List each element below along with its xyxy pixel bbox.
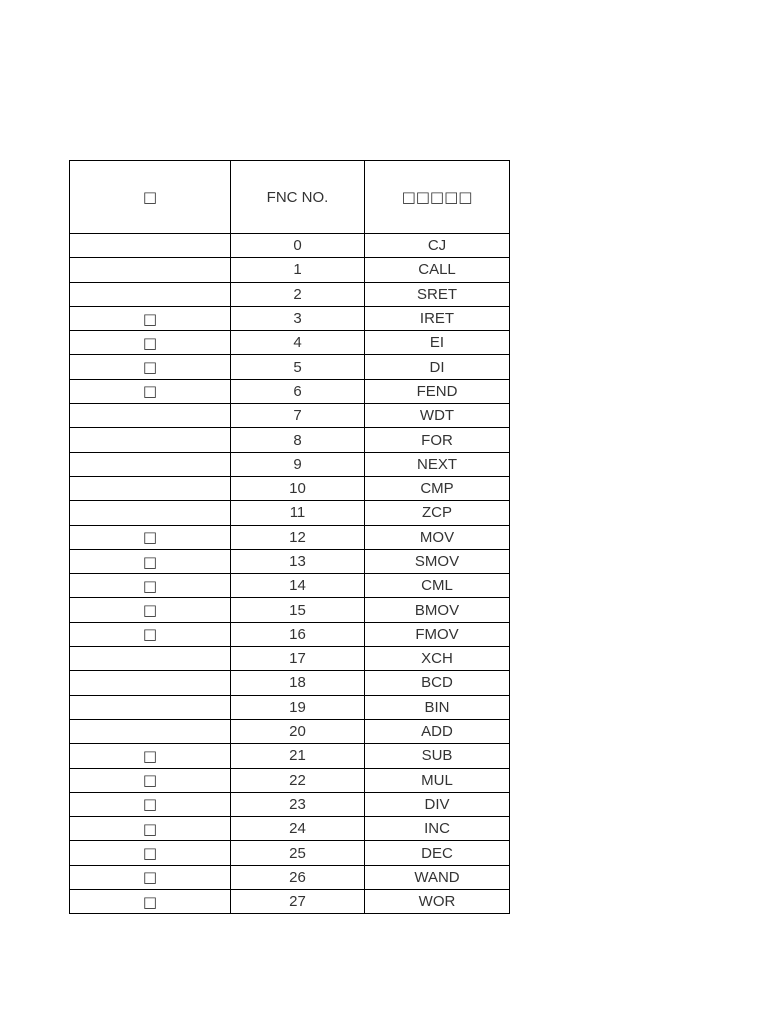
cell-category [70,234,231,258]
table-body [70,234,510,914]
cell-category: □ [70,890,231,914]
cell-category: □ [70,841,231,865]
table-row [70,671,510,695]
cell-instruction: WDT [365,404,510,428]
cell-category: □ [70,622,231,646]
cell-category: □ [70,379,231,403]
table-row [70,549,510,573]
cell-fnc-no: 4 [231,331,365,355]
cell-instruction: CMP [365,476,510,500]
table-row [70,744,510,768]
cell-instruction: XCH [365,647,510,671]
cell-instruction: EI [365,331,510,355]
cell-fnc-no: 19 [231,695,365,719]
table-row [70,817,510,841]
cell-instruction: BCD [365,671,510,695]
table-row [70,452,510,476]
cell-fnc-no: 20 [231,719,365,743]
cell-instruction: BMOV [365,598,510,622]
cell-category: □ [70,306,231,330]
table-row [70,647,510,671]
cell-fnc-no: 5 [231,355,365,379]
table-row [70,622,510,646]
cell-instruction: DEC [365,841,510,865]
header-category: □ [70,161,231,234]
cell-category [70,647,231,671]
cell-category: □ [70,817,231,841]
cell-category: □ [70,574,231,598]
cell-instruction: WAND [365,865,510,889]
cell-category [70,258,231,282]
cell-fnc-no: 21 [231,744,365,768]
cell-fnc-no: 0 [231,234,365,258]
table-row [70,428,510,452]
table-row [70,841,510,865]
cell-fnc-no: 22 [231,768,365,792]
cell-category [70,282,231,306]
table-row [70,890,510,914]
table-row [70,865,510,889]
cell-category [70,501,231,525]
cell-category [70,476,231,500]
cell-instruction: ADD [365,719,510,743]
table-row [70,768,510,792]
cell-instruction: ZCP [365,501,510,525]
cell-instruction: SRET [365,282,510,306]
cell-instruction: DIV [365,792,510,816]
table-row [70,331,510,355]
cell-fnc-no: 8 [231,428,365,452]
table-row [70,282,510,306]
table-row [70,306,510,330]
table-row [70,792,510,816]
table-row [70,501,510,525]
cell-fnc-no: 7 [231,404,365,428]
cell-fnc-no: 2 [231,282,365,306]
cell-fnc-no: 13 [231,549,365,573]
cell-fnc-no: 26 [231,865,365,889]
table-row [70,574,510,598]
cell-category [70,452,231,476]
cell-fnc-no: 10 [231,476,365,500]
cell-fnc-no: 23 [231,792,365,816]
fnc-table [69,160,510,914]
cell-fnc-no: 1 [231,258,365,282]
cell-instruction: INC [365,817,510,841]
cell-category [70,404,231,428]
cell-category: □ [70,525,231,549]
cell-instruction: CALL [365,258,510,282]
cell-fnc-no: 15 [231,598,365,622]
table-row [70,379,510,403]
cell-category: □ [70,792,231,816]
cell-category: □ [70,331,231,355]
cell-fnc-no: 27 [231,890,365,914]
cell-fnc-no: 11 [231,501,365,525]
cell-category: □ [70,549,231,573]
table-row [70,525,510,549]
cell-fnc-no: 9 [231,452,365,476]
table-row [70,404,510,428]
table-row [70,695,510,719]
cell-fnc-no: 14 [231,574,365,598]
cell-fnc-no: 18 [231,671,365,695]
cell-fnc-no: 24 [231,817,365,841]
cell-instruction: CML [365,574,510,598]
cell-fnc-no: 3 [231,306,365,330]
cell-instruction: IRET [365,306,510,330]
cell-fnc-no: 12 [231,525,365,549]
cell-instruction: BIN [365,695,510,719]
cell-category [70,428,231,452]
cell-instruction: WOR [365,890,510,914]
table-header-row [70,161,510,234]
cell-instruction: MUL [365,768,510,792]
cell-category [70,719,231,743]
table-row [70,355,510,379]
cell-category: □ [70,598,231,622]
cell-category: □ [70,865,231,889]
cell-instruction: SUB [365,744,510,768]
cell-category [70,671,231,695]
cell-category [70,695,231,719]
cell-instruction: CJ [365,234,510,258]
cell-fnc-no: 16 [231,622,365,646]
cell-instruction: FEND [365,379,510,403]
table-row [70,719,510,743]
cell-category: □ [70,768,231,792]
cell-category: □ [70,744,231,768]
header-fnc-no: FNC NO. [231,161,365,234]
document-sheet [69,160,509,914]
table-row [70,234,510,258]
cell-instruction: SMOV [365,549,510,573]
cell-instruction: FOR [365,428,510,452]
cell-fnc-no: 17 [231,647,365,671]
cell-instruction: DI [365,355,510,379]
cell-category: □ [70,355,231,379]
cell-instruction: MOV [365,525,510,549]
header-instruction: □□□□□ [365,161,510,234]
table-row [70,258,510,282]
cell-fnc-no: 25 [231,841,365,865]
cell-instruction: NEXT [365,452,510,476]
cell-fnc-no: 6 [231,379,365,403]
table-row [70,476,510,500]
cell-instruction: FMOV [365,622,510,646]
table-row [70,598,510,622]
